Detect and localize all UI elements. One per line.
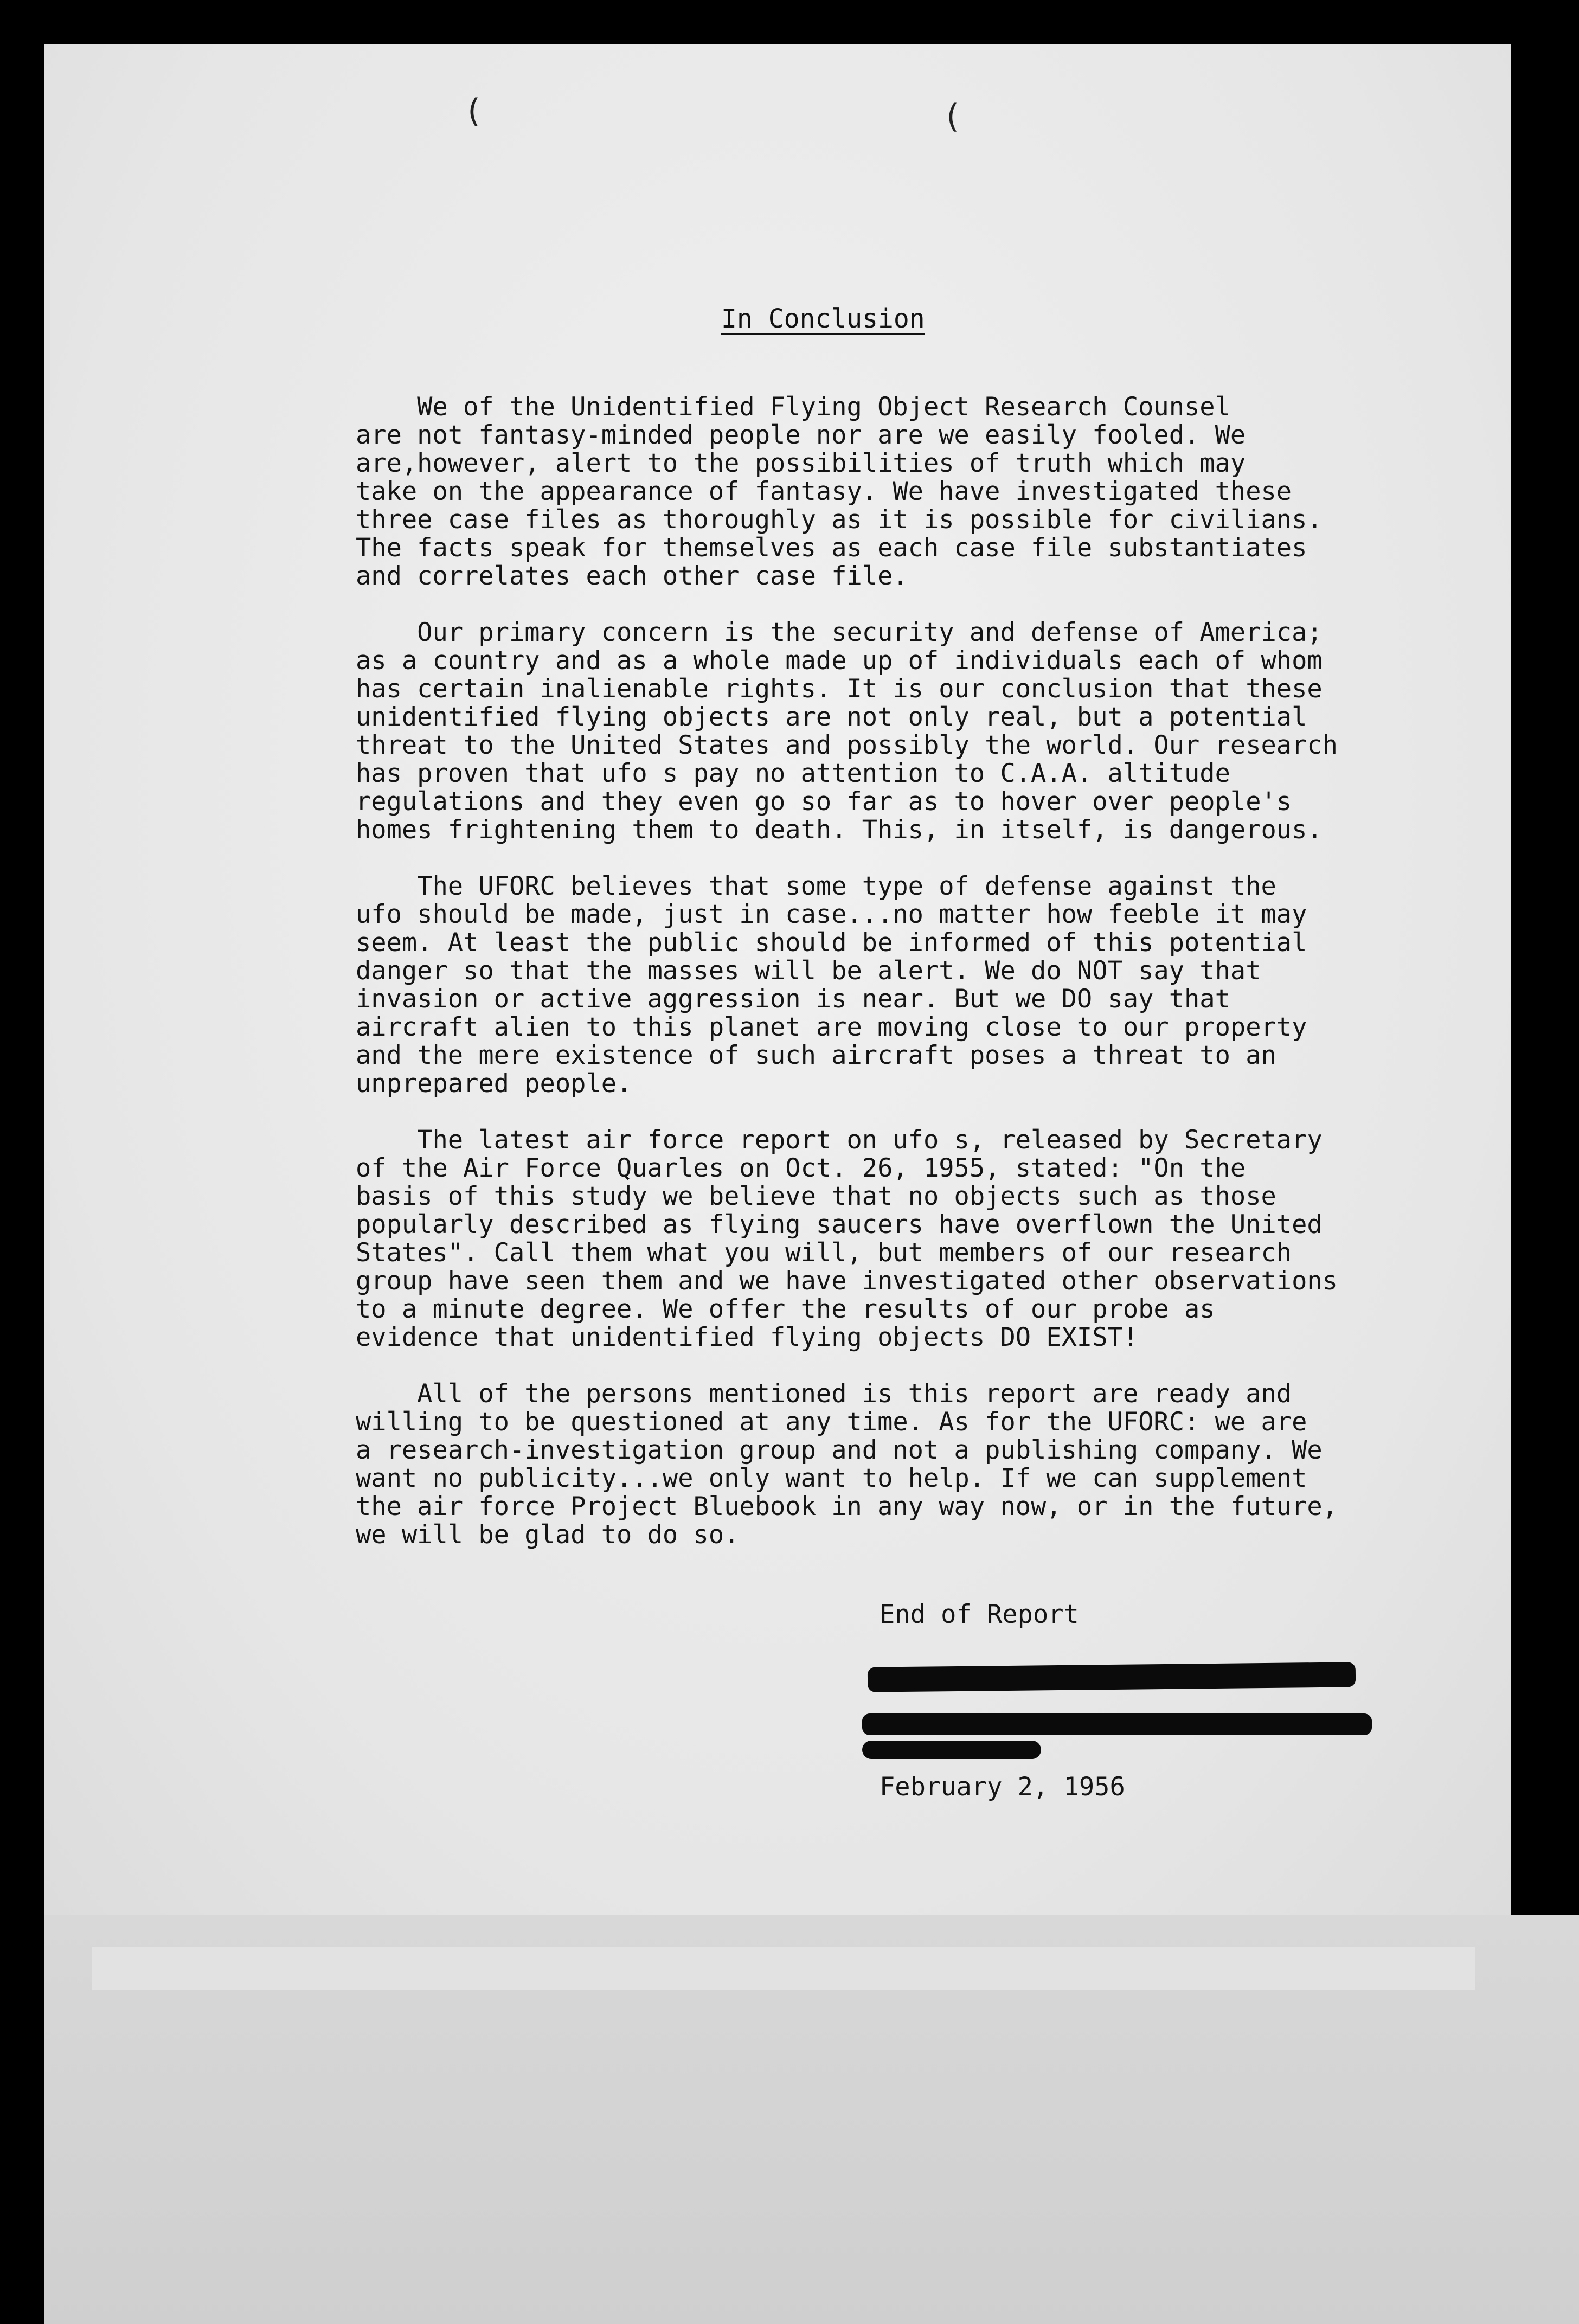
text-line: of the Air Force Quarles on Oct. 26, 1955, stated: "On the: [356, 1153, 1246, 1183]
paragraph-2: [356, 619, 1522, 844]
paragraph-3: [356, 872, 1522, 1098]
paragraph-1: [356, 393, 1522, 590]
text-line: aircraft alien to this planet are moving close to our property: [356, 1012, 1307, 1042]
text-line: are,however, alert to the possibilities of truth which may: [356, 448, 1246, 478]
text-line: group have seen them and we have investigated other observations: [356, 1266, 1338, 1296]
text-line: seem. At least the public should be informed of this potential: [356, 928, 1307, 958]
text-line: danger so that the masses will be alert. We do NOT say that: [356, 956, 1261, 986]
text-line: a research-investigation group and not a publishing company. We: [356, 1435, 1323, 1465]
redaction-bar: [862, 1741, 1041, 1759]
text-line: threat to the United States and possibly the world. Our research: [356, 730, 1338, 760]
text-line: has proven that ufo s pay no attention to C.A.A. altitude: [356, 759, 1230, 788]
text-line: and the mere existence of such aircraft poses a threat to an: [356, 1041, 1276, 1070]
text-line: homes frightening them to death. This, in itself, is dangerous.: [356, 815, 1323, 845]
text-line: want no publicity...we only want to help. If we can supplement: [356, 1463, 1307, 1493]
text-line: three case files as thoroughly as it is possible for civilians.: [356, 505, 1323, 535]
text-line: and correlates each other case file.: [356, 561, 908, 591]
margin-mark-right: (: [942, 98, 962, 136]
text-line: ufo should be made, just in case...no matter how feeble it may: [356, 900, 1307, 929]
text-line: unprepared people.: [356, 1069, 632, 1099]
text-line: we will be glad to do so.: [356, 1520, 740, 1550]
text-line: unidentified flying objects are not only real, but a potential: [356, 702, 1307, 732]
text-line: The facts speak for themselves as each case file substantiates: [356, 533, 1307, 563]
text-line: to a minute degree. We offer the results of our probe as: [356, 1294, 1215, 1324]
margin-mark-left: (: [464, 92, 484, 130]
text-line: regulations and they even go so far as to hover over people's: [356, 787, 1292, 817]
text-line: The latest air force report on ufo s, released by Secretary: [356, 1125, 1323, 1155]
redaction-bar: [862, 1713, 1372, 1735]
end-of-report: End of Report: [880, 1600, 1079, 1629]
document-body: [356, 393, 1522, 1577]
text-line: take on the appearance of fantasy. We have investigated these: [356, 477, 1292, 506]
paragraph-5: [356, 1380, 1522, 1549]
text-line: has certain inalienable rights. It is our conclusion that these: [356, 674, 1323, 704]
text-line: basis of this study we believe that no objects such as those: [356, 1182, 1276, 1211]
paragraph-4: [356, 1126, 1522, 1352]
text-line: are not fantasy-minded people nor are we easily fooled. We: [356, 420, 1246, 450]
text-line: popularly described as flying saucers have overflown the United: [356, 1210, 1323, 1240]
text-line: All of the persons mentioned is this report are ready and: [356, 1379, 1292, 1409]
page-title: In Conclusion: [721, 304, 925, 334]
report-date: February 2, 1956: [880, 1772, 1125, 1802]
underlying-sheet-band: [92, 1947, 1475, 1990]
text-line: Our primary concern is the security and defense of America;: [356, 618, 1323, 647]
text-line: the air force Project Bluebook in any way now, or in the future,: [356, 1492, 1338, 1521]
text-line: States". Call them what you will, but members of our research: [356, 1238, 1292, 1268]
text-line: willing to be questioned at any time. As for the UFORC: we are: [356, 1407, 1307, 1437]
text-line: evidence that unidentified flying objects DO EXIST!: [356, 1323, 1139, 1352]
redaction-bar: [868, 1662, 1356, 1692]
text-line: We of the Unidentified Flying Object Research Counsel: [356, 392, 1230, 422]
text-line: invasion or active aggression is near. But we DO say that: [356, 984, 1230, 1014]
text-line: as a country and as a whole made up of individuals each of whom: [356, 646, 1323, 676]
text-line: The UFORC believes that some type of defense against the: [356, 871, 1276, 901]
